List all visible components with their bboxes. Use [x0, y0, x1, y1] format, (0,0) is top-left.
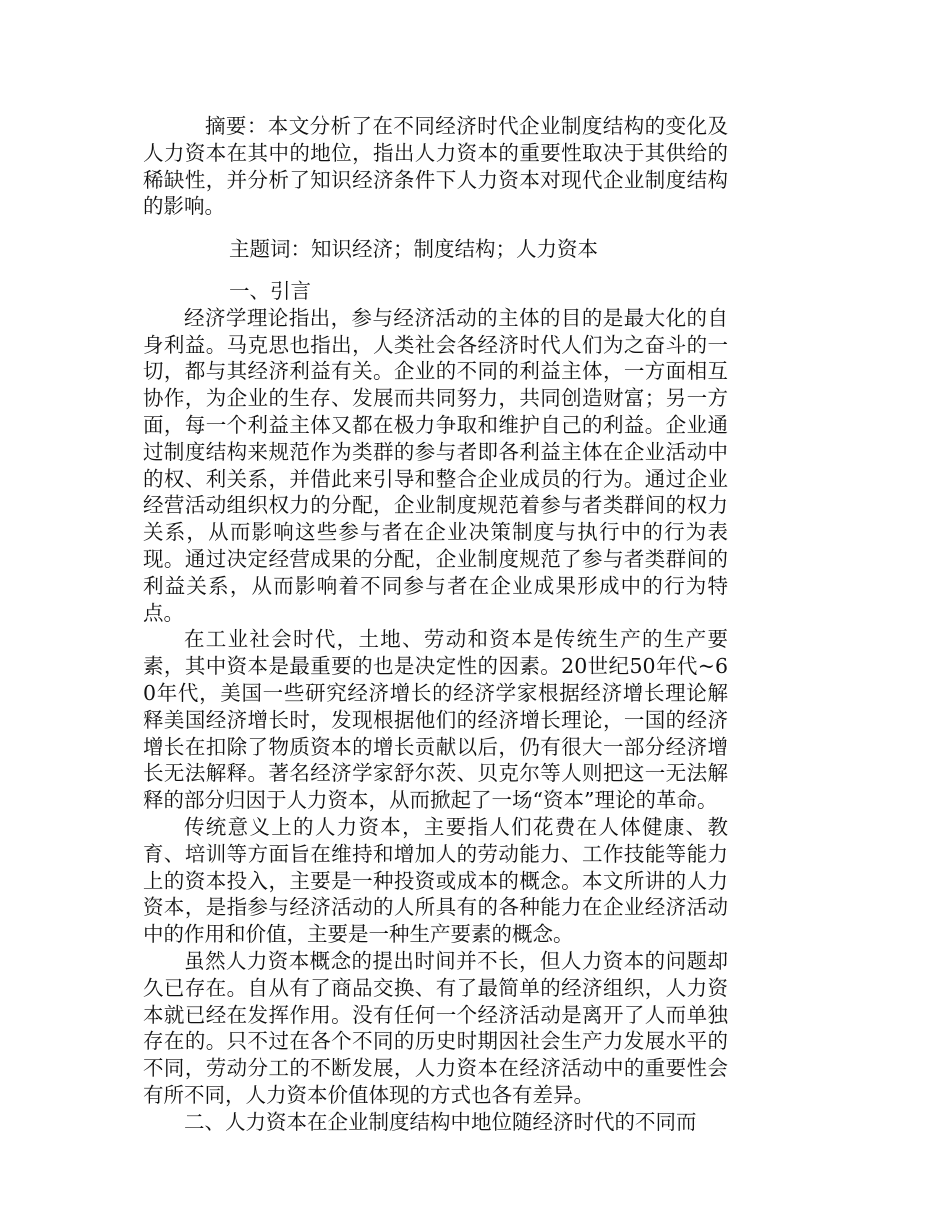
body-paragraph-4: 虽然人力资本概念的提出时间并不长，但人力资本的问题却久已存在。自从有了商品交换、有了最简单的经济组织，人力资本就已经在发挥作用。没有任何一个经济活动是离开了人而单独存在的。只不过在各个不同的历史时期因社会生产力发展水平的不同，劳动分工的不断发展，人力资本在经济活动中的重要性会有所不同，人力资本价值体现的方式也各有差异。 [143, 948, 728, 1107]
body-paragraph-3: 传统意义上的人力资本，主要指人们花费在人体健康、教育、培训等方面旨在维持和增加人的劳动能力、工作技能等能力上的资本投入，主要是一种投资或成本的概念。本文所讲的人力资本，是指参与经济活动的人所具有的各种能力在企业经济活动中的作用和价值，主要是一种生产要素的概念。 [143, 814, 728, 947]
body-paragraph-1: 经济学理论指出，参与经济活动的主体的目的是最大化的自身利益。马克思也指出，人类社会各经济时代人们为之奋斗的一切，都与其经济利益有关。企业的不同的利益主体，一方面相互协作，为企业的生存、发展而共同努力，共同创造财富；另一方面，每一个利益主体又都在极力争取和维护自己的利益。企业通过制度结构来规范作为类群的参与者即各利益主体在企业活动中的权、利关系，并借此来引导和整合企业成员的行为。通过企业经营活动组织权力的分配，企业制度规范着参与者类群间的权力关系，从而影响这些参与者在企业决策制度与执行中的行为表现。通过决定经营成果的分配，企业制度规范了参与者类群间的利益关系，从而影响着不同参与者在企业成果形成中的行为特点。 [143, 305, 728, 625]
document-body [143, 113, 728, 1135]
keywords-line: 主题词：知识经济；制度结构；人力资本 [229, 237, 598, 262]
body-paragraph-2: 在工业社会时代，土地、劳动和资本是传统生产的生产要素，其中资本是最重要的也是决定性的因素。20世纪50年代~60年代，美国一些研究经济增长的经济学家根据经济增长理论解释美国经济增长时，发现根据他们的经济增长理论，一国的经济增长在扣除了物质资本的增长贡献以后，仍有很大一部分经济增长无法解释。著名经济学家舒尔茨、贝克尔等人则把这一无法解释的部分归因于人力资本，从而掀起了一场“资本”理论的革命。 [143, 627, 728, 813]
abstract-paragraph: 摘要：本文分析了在不同经济时代企业制度结构的变化及人力资本在其中的地位，指出人力资本的重要性取决于其供给的稀缺性，并分析了知识经济条件下人力资本对现代企业制度结构的影响。 [143, 114, 728, 219]
section-heading-introduction: 一、引言 [229, 278, 311, 303]
section-heading-human-capital: 二、人力资本在企业制度结构中地位随经济时代的不同而 [184, 1109, 697, 1134]
